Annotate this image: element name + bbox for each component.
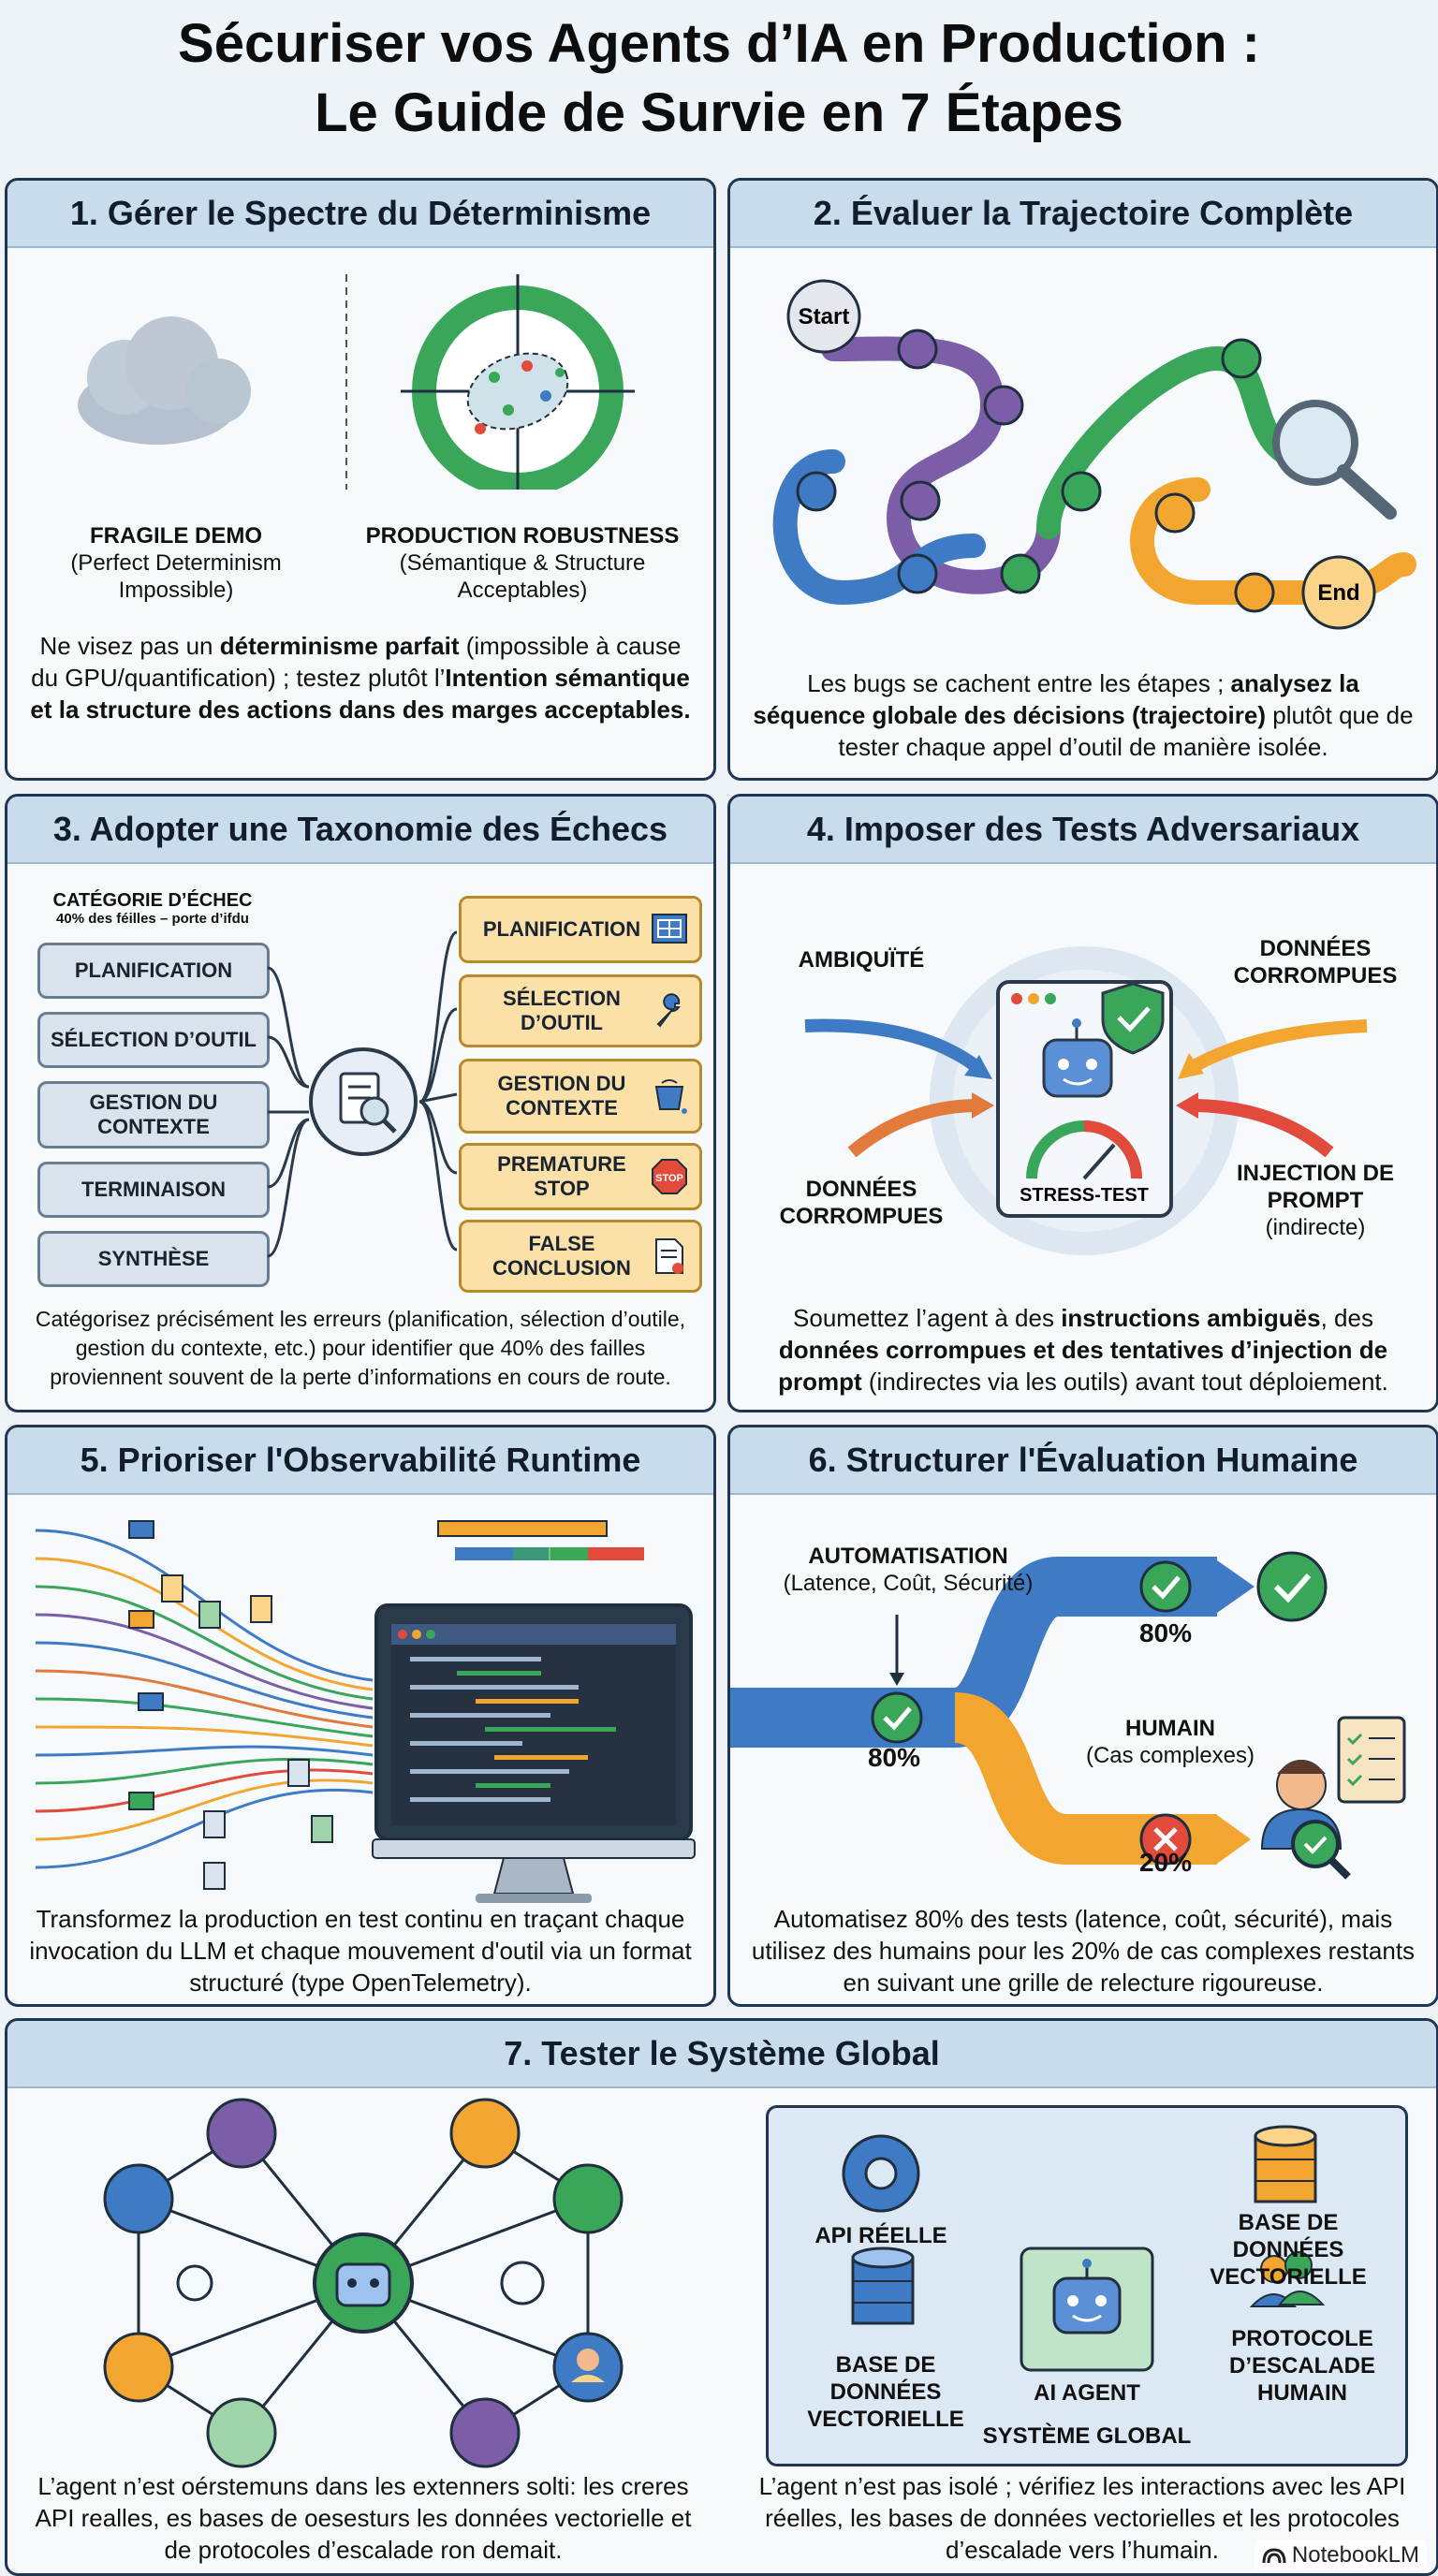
panel-global-system (5, 2018, 1438, 2576)
panel-2-description: Les bugs se cachent entre les étapes ; analysez la séquence globale des décisions (trajectoire) plutôt que de tester chaque appel d’outil de manière isolée. (753, 669, 1414, 761)
panel-taxonomy (5, 794, 716, 1412)
panel-3-description: Catégorisez précisément les erreurs (planification, sélection d’outile, gestion du contexte, etc.) pour identifier que 40% des failles proviennent souvent de la perte d’informations en cours de route. (35, 1307, 686, 1389)
panel-4-description: Soumettez l’agent à des instructions ambiguës, des données corrompues et des tentatives d’injection de prompt (indirectes via les outils) avant tout déploiement. (778, 1304, 1388, 1396)
stop-sign-text: STOP (655, 1173, 683, 1184)
database-top-icon (1255, 2127, 1315, 2202)
prompt-injection-label: INJECTION DE PROMPT (1236, 1161, 1395, 1213)
panel-7-description-right: L’agent n’est pas isolé ; vérifiez les interactions avec les API réelles, les bases de données vectorielles et les protocoles d’escalade vers l’humain. (758, 2472, 1406, 2564)
panel-human-eval (727, 1425, 1438, 2007)
database-bottom-icon (853, 2248, 913, 2323)
fragile-demo-label: FRAGILE DEMO (90, 523, 262, 549)
panel-trajectory (727, 178, 1438, 781)
monitor-icon (373, 1605, 695, 1903)
left-category-tool-selection: SÉLECTION D’OUTIL (37, 1012, 270, 1068)
timeline-bars (438, 1521, 644, 1560)
network-node-icon (208, 2399, 275, 2466)
panel-4-title: 4. Imposer des Tests Adversariaux (730, 797, 1436, 864)
title-line-2: Le Guide de Survie en 7 Étapes (315, 82, 1123, 143)
panel-3-title: 3. Adopter une Taxonomie des Échecs (7, 797, 713, 864)
document-error-icon (649, 1236, 690, 1277)
document-node-icon (105, 2334, 172, 2401)
human-label: HUMAIN (1125, 1716, 1215, 1741)
panel-2-title: 2. Évaluer la Trajectoire Complète (730, 181, 1436, 248)
clipboard-magnifier-icon (311, 1049, 416, 1154)
start-label: Start (798, 304, 850, 329)
category-sub: 40% des féilles – porte d’ifdu (56, 911, 249, 927)
title-line-1: Sécuriser vos Agents d’IA en Production : (178, 13, 1260, 74)
left-category-context: GESTION DU CONTEXTE (37, 1081, 270, 1149)
chart-node-icon (451, 2399, 519, 2466)
check-icon-left (873, 1693, 921, 1742)
panel-7-description-left: L’agent n’est oérstemuns dans les extenners solti: les creres API realles, es bases de oesesturs les données vectorielle et de protocoles d’escalade ron demait. (35, 2472, 692, 2564)
watermark (1255, 2540, 1427, 2570)
corrupt-data-top-label: DONNÉES CORROMPUES (1233, 936, 1398, 988)
production-robustness-sub: (Sémantique & Structure Acceptables) (399, 550, 646, 603)
right-category-planification: PLANIFICATION (459, 896, 702, 963)
pct-automation-top: 80% (1138, 1618, 1193, 1647)
fragile-demo-sub: (Perfect Determinism Impossible) (70, 550, 282, 603)
automation-label: AUTOMATISATION (808, 1544, 1008, 1569)
left-category-termination: TERMINAISON (37, 1162, 270, 1218)
panel-adversarial (727, 794, 1438, 1412)
panel-1-description: Ne visez pas un déterminisme parfait (impossible à cause du GPU/quantification) ; testez plutôt l’Intention sémantique et la structure des actions dans des marges acceptables. (30, 632, 691, 724)
checklist-icon (1339, 1718, 1404, 1802)
panel-6-description: Automatisez 80% des tests (latence, coût, sécurité), mais utilisez des humains pour les 20% de cas complexes restants en suivant une grille de relecture rigoureuse. (751, 1905, 1416, 1997)
agent-network-illustration (36, 2096, 710, 2470)
panel-determinism (5, 178, 716, 781)
wrench-icon (649, 990, 690, 1032)
category-title: CATÉGORIE D’ÉCHEC (52, 890, 253, 911)
stress-test-label: STRESS-TEST (1020, 1185, 1149, 1206)
vector-db-top-label: BASE DE DONNÉES VECTORIELLE (1210, 2210, 1367, 2290)
notebooklm-logo-icon (1262, 2546, 1286, 2565)
production-robustness-label: PRODUCTION ROBUSTNESS (365, 523, 680, 549)
panel-observability (5, 1425, 716, 2007)
api-label: API RÉELLE (814, 2223, 947, 2248)
pct-human: 20% (1138, 1848, 1193, 1877)
gear-api-icon (844, 2136, 918, 2211)
globe-icon (105, 2165, 172, 2232)
magnifier-icon (1276, 403, 1390, 513)
stop-sign-icon (649, 1156, 690, 1197)
global-system-box (766, 2105, 1408, 2466)
panel-6-title: 6. Structurer l'Évaluation Humaine (730, 1427, 1436, 1495)
escalation-protocol-label: PROTOCOLE D’ESCALADE HUMAIN (1228, 2326, 1375, 2406)
browser-node-icon (554, 2165, 622, 2232)
right-category-tool-selection: SÉLECTION D’OUTIL (459, 974, 702, 1047)
panel-5-description: Transformez la production en test continu en traçant chaque invocation du LLM et chaque mouvement d'outil via un format structuré (type OpenTelemetry). (29, 1905, 692, 1997)
blueprint-icon (649, 909, 690, 950)
ambiguity-label: AMBIQUÏTÉ (798, 947, 925, 973)
page-title (0, 9, 1438, 148)
global-system-label: SYSTÈME GLOBAL (982, 2423, 1192, 2449)
trajectory-illustration (730, 246, 1436, 639)
determinism-illustration (7, 256, 713, 490)
ai-agent-label: AI AGENT (1034, 2380, 1140, 2406)
right-category-context: GESTION DU CONTEXTE (459, 1059, 702, 1134)
observability-illustration (7, 1493, 713, 1924)
watermark-text: NotebookLM (1291, 2542, 1419, 2568)
right-category-false-conclusion: FALSE CONCLUSION (459, 1220, 702, 1293)
left-category-planification: PLANIFICATION (37, 943, 270, 999)
target-icon (401, 274, 635, 490)
check-icon-top (1141, 1562, 1190, 1611)
end-label: End (1317, 580, 1360, 606)
vector-db-bottom-label: BASE DE DONNÉES VECTORIELLE (807, 2352, 964, 2432)
panel-1-title: 1. Gérer le Spectre du Déterminisme (7, 181, 713, 248)
prompt-injection-sub: (indirecte) (1265, 1215, 1366, 1240)
right-category-premature-stop: PREMATURE STOP STOP (459, 1143, 702, 1210)
human-sub: (Cas complexes) (1085, 1743, 1255, 1768)
database-node-icon (208, 2100, 275, 2167)
leaking-bucket-icon (649, 1076, 690, 1117)
corrupt-data-bottom-label: DONNÉES CORROMPUES (779, 1177, 944, 1229)
cloud-node-icon (451, 2100, 519, 2167)
check-icon-final (1258, 1553, 1326, 1620)
panel-7-title: 7. Tester le Système Global (7, 2021, 1436, 2088)
cloud-icon (78, 316, 251, 445)
left-category-synthesis: SYNTHÈSE (37, 1231, 270, 1287)
panel-5-title: 5. Prioriser l'Observabilité Runtime (7, 1427, 713, 1495)
automation-sub: (Latence, Coût, Sécurité) (783, 1571, 1034, 1596)
pct-automation-left: 80% (867, 1743, 921, 1772)
